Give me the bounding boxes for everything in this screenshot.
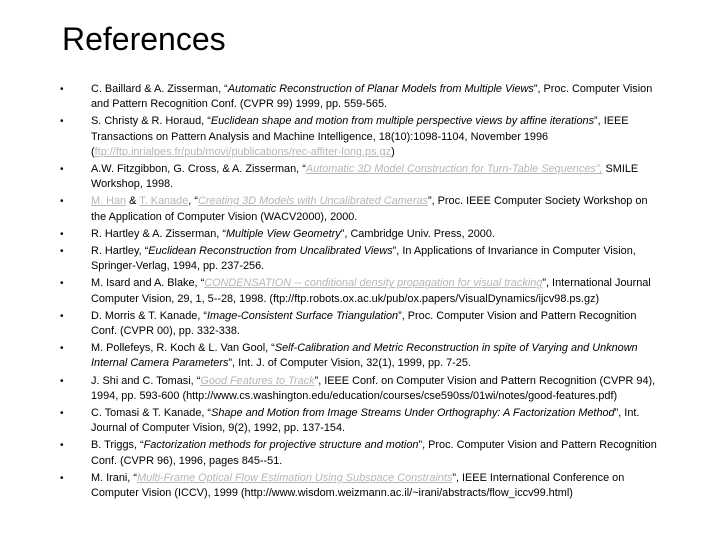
reference-item (60, 471, 720, 501)
reference-title: Euclidean Reconstruction from Uncalibrated Views (148, 245, 393, 258)
reference-text: R. Hartley & A. Zisserman, “ (91, 227, 226, 240)
bullet-icon: • (60, 310, 64, 322)
bullet-icon: • (60, 343, 64, 355)
reference-item (60, 194, 720, 224)
reference-line (91, 486, 720, 501)
reference-item (60, 309, 720, 339)
reference-text: Conf. (CVPR 96), 1996, pages 845--51. (91, 454, 283, 467)
reference-text: ”, Int. (614, 407, 640, 420)
reference-line (91, 244, 720, 259)
reference-text: C. Tomasi & T. Kanade, “ (91, 407, 212, 420)
reference-line (91, 421, 720, 436)
reference-text: R. Hartley, “ (91, 245, 149, 258)
reference-text: B. Triggs, “ (91, 439, 144, 452)
reference-text: M. Isard and A. Blake, “ (91, 277, 205, 290)
reference-text: ”, Proc. Computer Vision and Pattern Recognition (398, 309, 637, 322)
reference-title: Internal Camera Parameters (91, 357, 229, 370)
reference-link[interactable]: CONDENSATION -- conditional density propagation for visual tracking (204, 277, 543, 290)
reference-item (60, 276, 720, 306)
reference-line (91, 276, 720, 291)
reference-text: SMILE (602, 163, 639, 176)
reference-link[interactable]: T. Kanade (139, 195, 189, 208)
reference-line (91, 454, 720, 469)
bullet-icon: • (60, 84, 64, 95)
reference-line (91, 97, 720, 112)
reference-title: Self-Calibration and Metric Reconstruction in spite of Varying and Unknown (274, 342, 638, 355)
bullet-icon: • (60, 246, 64, 258)
reference-text: Conf. (CVPR 00), pp. 332-338. (91, 325, 240, 338)
reference-title: Euclidean shape and motion from multiple perspective views by affine iterations (210, 115, 595, 128)
reference-line (91, 341, 720, 356)
reference-text: Workshop, 1998. (91, 178, 174, 191)
reference-text: S. Christy & R. Horaud, “ (91, 115, 211, 128)
reference-link[interactable]: Good Features to Track (200, 374, 315, 387)
reference-line (91, 389, 720, 404)
reference-item (60, 438, 720, 468)
reference-text: , “ (188, 195, 198, 208)
reference-text: Transactions on Pattern Analysis and Machine Intelligence, 18(10):1098-1104, November 1996 (91, 130, 549, 143)
reference-line (91, 259, 720, 274)
reference-line (91, 356, 720, 371)
reference-item (60, 406, 720, 436)
reference-text: ”, Cambridge Univ. Press, 2000. (340, 227, 495, 240)
reference-text: C. Baillard & A. Zisserman, “ (91, 83, 228, 95)
reference-title: Shape and Motion from Image Streams Under Orthography: A Factorization Method (211, 407, 615, 420)
reference-text: ”, IEEE (594, 115, 629, 128)
reference-line (91, 438, 720, 453)
reference-item (60, 227, 720, 242)
reference-text: M. Pollefeys, R. Koch & L. Van Gool, “ (91, 342, 275, 355)
reference-link[interactable]: ftp://ftp.inrialpes.fr/pub/movi/publications/rec-affiter-long.ps.gz (94, 145, 392, 158)
reference-title: Multiple View Geometry (225, 227, 341, 240)
reference-item (60, 341, 720, 371)
bullet-icon: • (60, 164, 64, 176)
reference-text: ) (391, 145, 395, 158)
bullet-icon: • (60, 375, 64, 387)
reference-item (60, 244, 720, 274)
reference-link[interactable]: Creating 3D Models with Uncalibrated Cameras (197, 195, 428, 208)
reference-text: Computer Vision, 29, 1, 5--28, 1998. (ftp://ftp.robots.ox.ac.uk/pub/ox.papers/VisualDynamics/ijcv98.ps.gz) (91, 292, 600, 305)
reference-line (91, 227, 720, 242)
reference-item (60, 114, 720, 160)
reference-text: the Application of Computer Vision (WACV2000), 2000. (91, 210, 358, 223)
reference-text: and Pattern Recognition Conf. (CVPR 99) 1999, pp. 559-565. (91, 98, 388, 111)
bullet-icon: • (60, 228, 64, 240)
reference-text: ”, Proc. Computer Vision (533, 83, 653, 95)
reference-text: ”, IEEE International Conference on (452, 471, 625, 484)
reference-line (91, 145, 720, 160)
reference-text: ”, In Applications of Invariance in Computer Vision, (392, 245, 636, 258)
reference-line (91, 210, 720, 225)
reference-title: Automatic Reconstruction of Planar Models from Multiple Views (227, 83, 534, 95)
reference-link[interactable]: M. Han (91, 195, 127, 208)
bullet-icon: • (60, 278, 64, 290)
reference-line (91, 82, 720, 97)
reference-line (91, 162, 720, 177)
reference-text: J. Shi and C. Tomasi, “ (91, 374, 201, 387)
reference-text: ”, Proc. Computer Vision and Pattern Recognition (418, 439, 657, 452)
reference-text: ”, Int. J. of Computer Vision, 32(1), 1999, pp. 7-25. (228, 357, 471, 370)
reference-line (91, 309, 720, 324)
reference-line (91, 292, 720, 307)
reference-text: ”, Proc. IEEE Computer Society Workshop on (427, 195, 648, 208)
reference-item (60, 162, 720, 192)
reference-text: ”, International Journal (542, 277, 651, 290)
reference-line (91, 130, 720, 145)
slide-title: References (62, 21, 226, 57)
reference-text: ”, IEEE Conf. on Computer Vision and Pattern Recognition (CVPR 94), (314, 374, 656, 387)
reference-line (91, 471, 720, 486)
reference-text: Computer Vision (ICCV), 1999 (http://www.wisdom.weizmann.ac.il/~irani/abstracts/flow_iccv99.html) (91, 487, 573, 500)
reference-text: 1994, pp. 593-600 (http://www.cs.washington.edu/education/courses/cse590ss/01wi/notes/good-features.pdf) (91, 389, 618, 402)
reference-title: Image-Consistent Surface Triangulation (207, 309, 399, 322)
reference-text: Journal of Computer Vision, 9(2), 1992, pp. 137-154. (91, 422, 346, 435)
bullet-icon: • (60, 472, 64, 484)
bullet-icon: • (60, 408, 64, 420)
reference-text: & (126, 195, 140, 208)
bullet-icon: • (60, 116, 64, 128)
reference-text: ( (91, 145, 95, 158)
reference-line (91, 194, 720, 209)
reference-link[interactable]: Automatic 3D Model Construction for Turn-Table Sequences”, (305, 163, 603, 176)
reference-link[interactable]: Multi-Frame Optical Flow Estimation Using Subspace Constraints (137, 471, 453, 484)
reference-text: D. Morris & T. Kanade, “ (91, 309, 208, 322)
bullet-icon: • (60, 440, 64, 452)
reference-line (91, 324, 720, 339)
reference-line (91, 177, 720, 192)
bullet-icon: • (60, 196, 64, 208)
reference-line (91, 406, 720, 421)
reference-text: Springer-Verlag, 1994, pp. 237-256. (91, 260, 265, 273)
reference-text: A.W. Fitzgibbon, G. Cross, & A. Zisserman, “ (91, 163, 306, 176)
reference-item (60, 82, 720, 112)
reference-list (60, 82, 720, 503)
reference-line (91, 374, 720, 389)
reference-text: M. Irani, “ (91, 471, 137, 484)
reference-title: Factorization methods for projective structure and motion (143, 439, 419, 452)
reference-line (91, 114, 720, 129)
reference-item (60, 374, 720, 404)
